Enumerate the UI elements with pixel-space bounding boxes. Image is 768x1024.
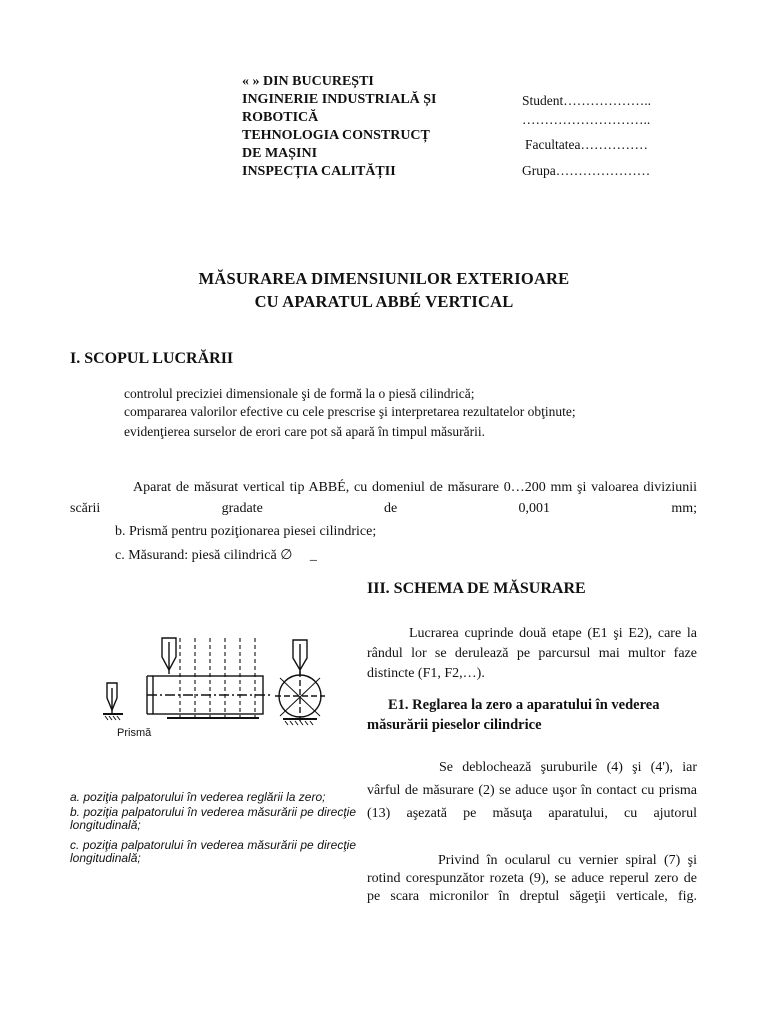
probe-b (162, 638, 176, 674)
measurement-scheme-figure (95, 630, 345, 745)
faculty-field: Facultatea…………… (525, 137, 648, 152)
department-line-1: TEHNOLOGIA CONSTRUCȚ (242, 128, 430, 143)
equipment-item-b: b. Prismă pentru poziţionarea piesei cilindrice; (115, 524, 377, 539)
faculty-line-1: INGINERIE INDUSTRIALĂ ȘI (242, 92, 437, 107)
stage-e1-paragraph-2: Privind în ocularul cu vernier spiral (7) şi rotind corespunzător rozeta (9), se aduce reperul zero de pe scara micronilor în dreptul săgeţii verticale, fig. (367, 853, 697, 904)
department-line-2: DE MAȘINI (242, 146, 318, 161)
diameter-blank: _ (309, 548, 317, 563)
probe-c (293, 640, 307, 675)
probe-a (103, 683, 123, 714)
group-field: Grupa………………… (522, 163, 651, 178)
objective-item: evidenţierea surselor de erori care pot să apară în timpul măsurării. (124, 424, 485, 439)
section-3-intro: Lucrarea cuprinde două etape (E1 şi E2), care la rândul lor se derulează pe parcursul mai multor faze distincte (F1, F2,…). (367, 626, 697, 681)
equipment-item-a: Aparat de măsurat vertical tip ABBÉ, cu domeniul de măsurare 0…200 mm şi valoarea diviziunii scării gradate de 0,001 mm; (70, 480, 697, 516)
student-field: Student……………….. (522, 93, 652, 108)
section-1-heading: I. SCOPUL LUCRĂRII (70, 350, 234, 367)
document-title-line-2: CU APARATUL ABBÉ VERTICAL (254, 292, 514, 311)
objective-item: controlul preciziei dimensionale şi de formă la o piesă cilindrică; (124, 386, 475, 401)
university-name: « » DIN BUCUREȘTI (242, 74, 374, 89)
figure-caption-c: c. poziţia palpatorului în vederea măsurării pe direcţie longitudinală; (70, 838, 356, 865)
student-field-continuation: ……………………….. (522, 112, 651, 127)
stage-e1-heading: E1. Reglarea la zero a aparatului în vederea măsurării pieselor cilindrice (367, 697, 660, 733)
equipment-item-c-text: c. Măsurand: piesă cilindrică ∅ (115, 548, 293, 563)
discipline-name: INSPECȚIA CALITĂȚII (242, 164, 396, 179)
faculty-line-2: ROBOTICĂ (242, 110, 319, 125)
objective-item: compararea valorilor efective cu cele prescrise şi interpretarea rezultatelor obţinute; (124, 404, 576, 419)
figure-caption-b: b. poziţia palpatorului în vederea măsurării pe direcţie longitudinală; (70, 805, 356, 832)
stage-e1-paragraph-1: Se deblochează şuruburile (4) şi (4'), iar vârful de măsurare (2) se aduce uşor în contact cu prisma (13) aşezată pe măsuţa aparatului, cu ajutorul (367, 760, 697, 821)
document-title-line-1: MĂSURAREA DIMENSIUNILOR EXTERIOARE (198, 269, 570, 288)
figure-caption-a: a. poziţia palpatorului în vederea reglării la zero; (70, 790, 326, 804)
section-3-heading: III. SCHEMA DE MĂSURARE (367, 580, 586, 597)
prism-label: Prismă (117, 727, 152, 739)
equipment-item-c (115, 546, 317, 566)
